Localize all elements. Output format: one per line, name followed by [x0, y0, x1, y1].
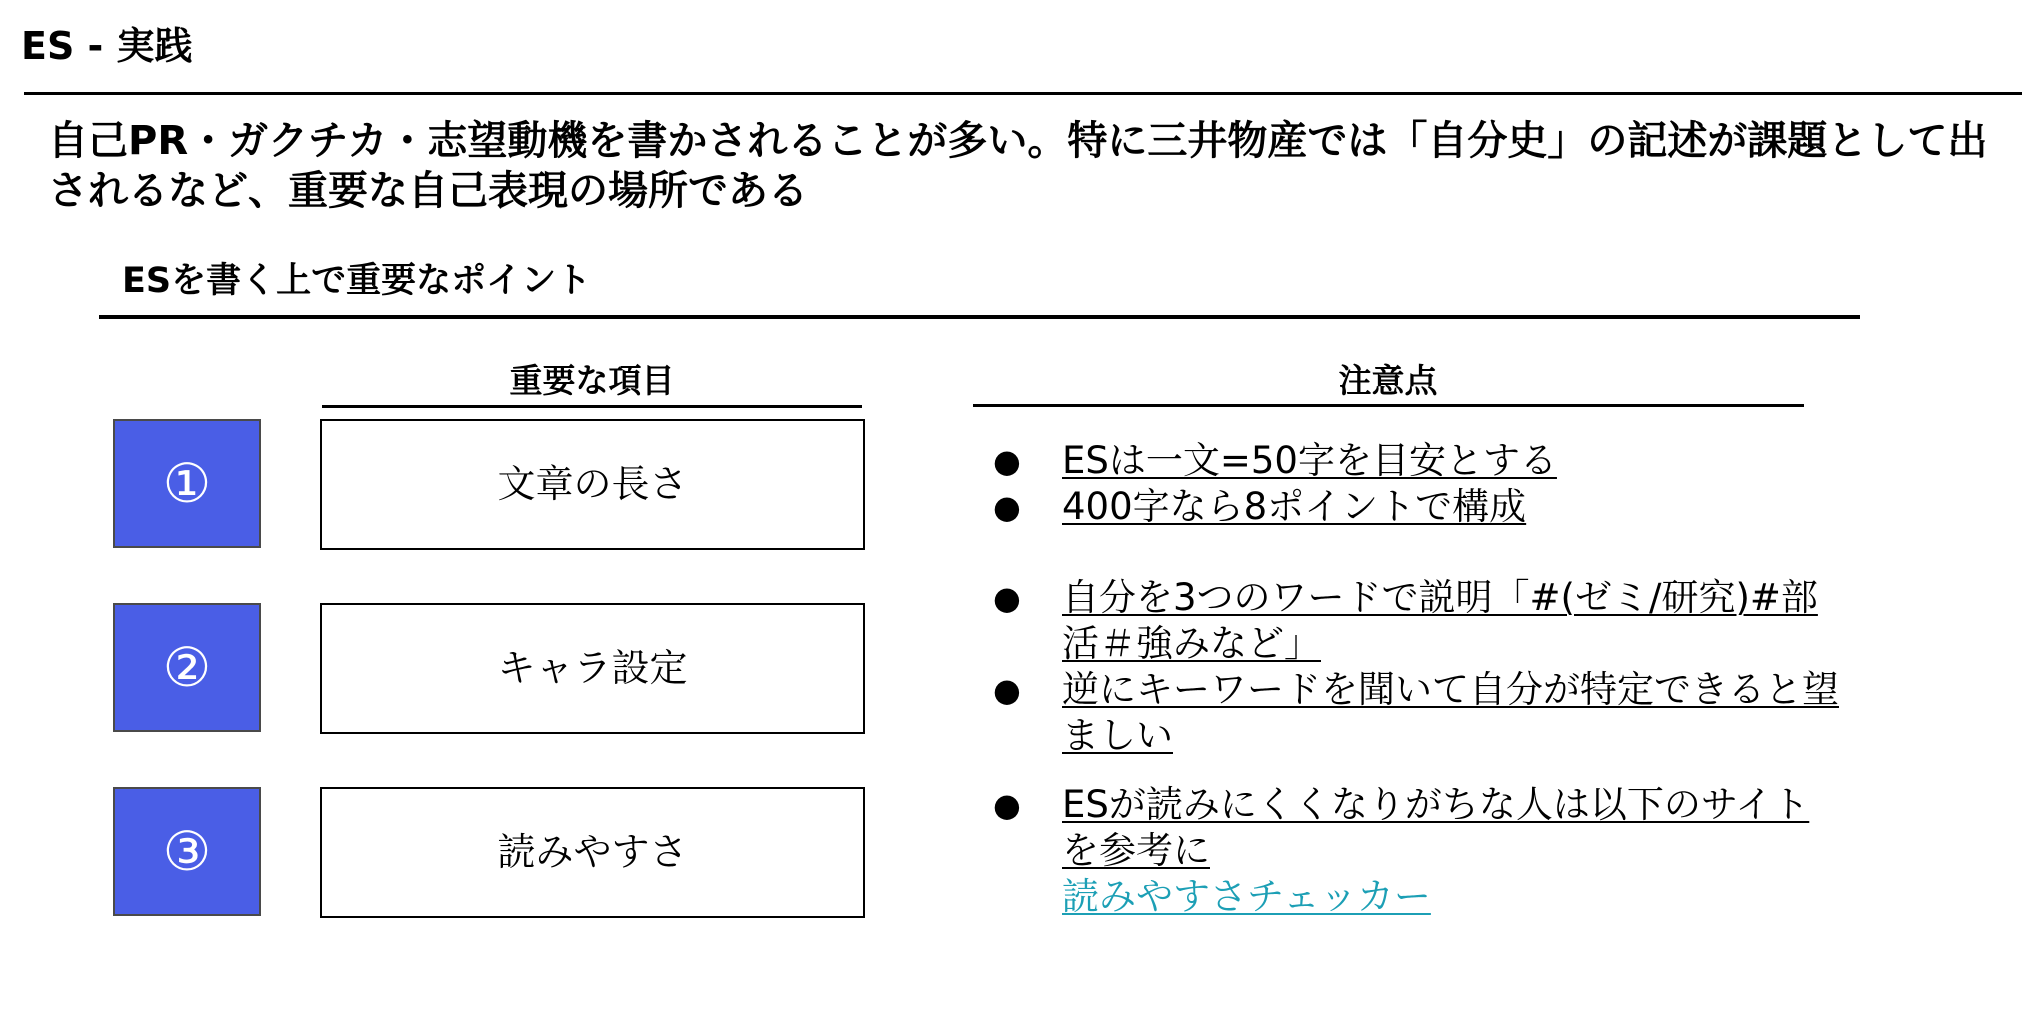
bullet-icon: ●	[993, 579, 1021, 617]
note-text: 逆にキーワードを聞いて自分が特定できると望ましい	[1062, 668, 1839, 757]
bullet-icon: ●	[993, 786, 1021, 824]
note-text: ESが読みにくくなりがちな人は以下のサイトを参考に	[1062, 783, 1810, 872]
note-item	[985, 667, 1845, 759]
column-header-items-rule	[322, 405, 862, 408]
row-3-item-box: 読みやすさ	[320, 787, 865, 918]
page-title: ES - 実践	[21, 24, 193, 68]
note-item	[985, 782, 1845, 920]
note-text: ESは一文=50字を目安とする	[1062, 439, 1557, 482]
section-divider	[99, 315, 1860, 319]
note-item	[985, 438, 1845, 484]
row-2-notes-list	[985, 575, 1845, 759]
intro-text: 自己PR・ガクチカ・志望動機を書かされることが多い。特に三井物産では「自分史」の記述が課題として出されるなど、重要な自己表現の場所である	[48, 118, 1988, 214]
bullet-icon: ●	[993, 671, 1021, 709]
note-item	[985, 575, 1845, 667]
title-divider	[24, 92, 2022, 95]
note-text: 自分を3つのワードで説明「#(ゼミ/研究)#部活＃強みなど」	[1062, 576, 1818, 665]
bullet-icon: ●	[993, 442, 1021, 480]
row-2-number-badge: ②	[113, 603, 261, 732]
note-item	[985, 484, 1845, 530]
readability-checker-link[interactable]: 読みやすさチェッカー	[1062, 875, 1431, 918]
row-1-notes-list	[985, 438, 1845, 530]
note-text: 400字なら8ポイントで構成	[1062, 485, 1527, 528]
column-header-items: 重要な項目	[509, 361, 675, 400]
row-3-notes-list	[985, 782, 1845, 920]
column-header-notes-rule	[973, 404, 1804, 407]
row-2-item-box: キャラ設定	[320, 603, 865, 734]
bullet-icon: ●	[993, 488, 1021, 526]
row-1-item-box: 文章の長さ	[320, 419, 865, 550]
row-3-number-badge: ③	[113, 787, 261, 916]
section-heading: ESを書く上で重要なポイント	[122, 261, 592, 301]
row-1-number-badge: ①	[113, 419, 261, 548]
column-header-notes: 注意点	[1338, 361, 1438, 400]
